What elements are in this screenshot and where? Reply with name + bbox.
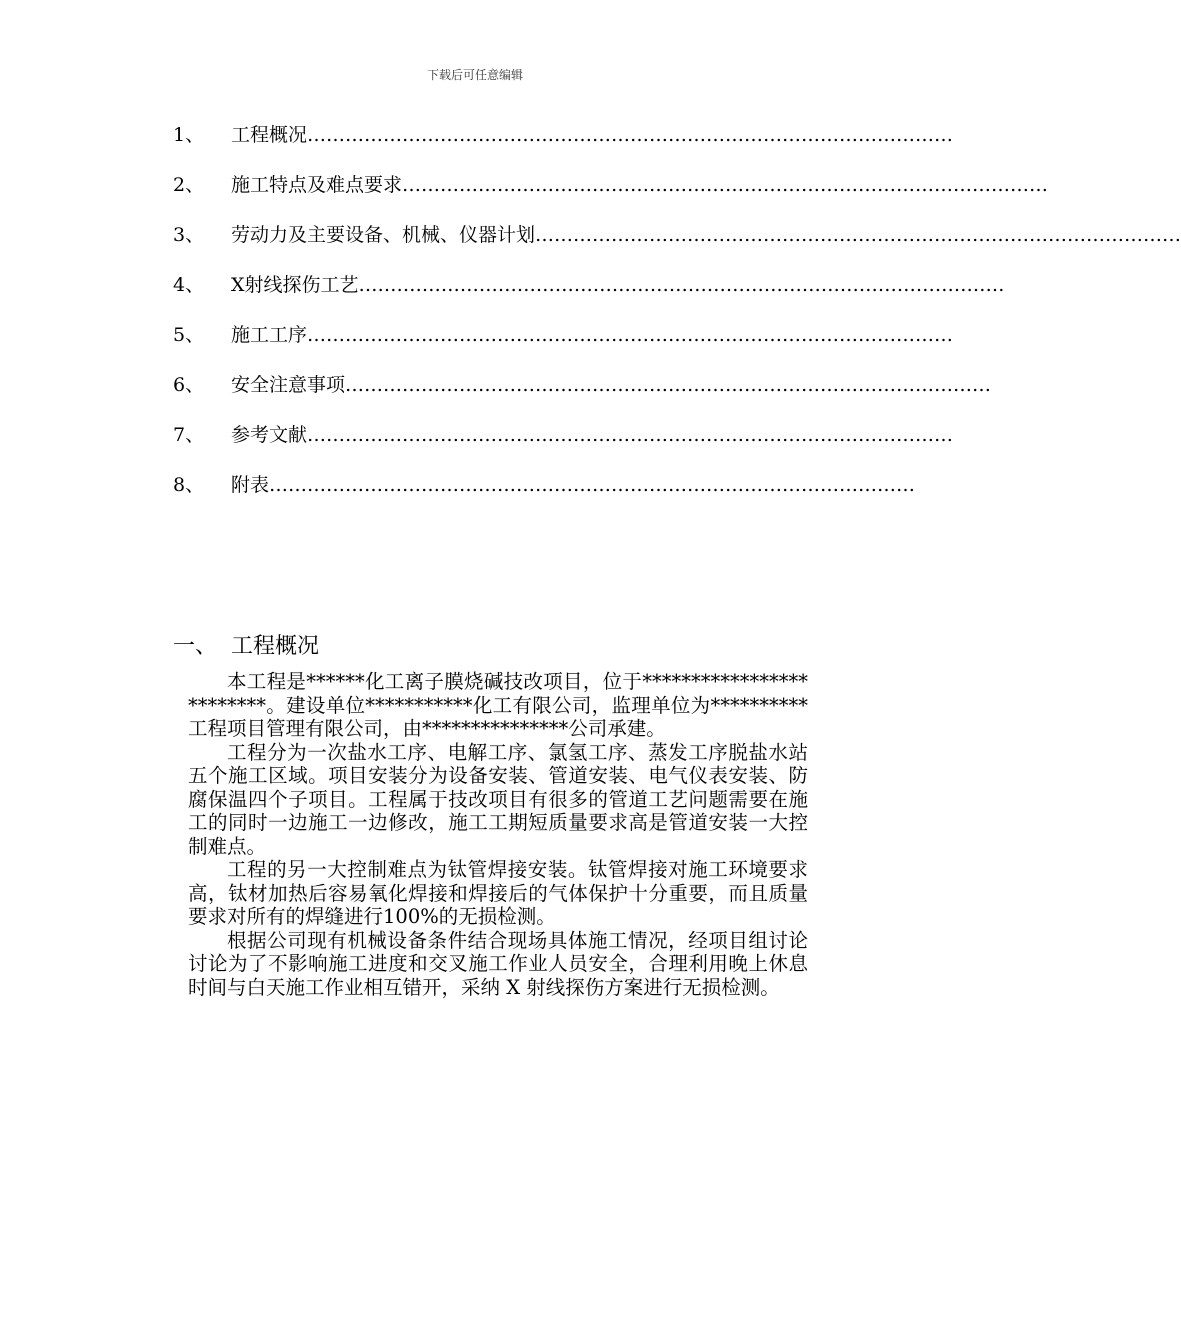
- toc-leader-dots: …………………………………………………………………………………………: [307, 424, 954, 446]
- toc-item-number: 7、: [173, 424, 205, 446]
- body-paragraph: 工程的另一大控制难点为钛管焊接安装。钛管焊接对施工环境要求高，钛材加热后容易氧化焊接和焊接后的气体保护十分重要，而且质量要求对所有的焊缝进行100%的无损检测。: [188, 858, 808, 928]
- toc-item-number: 3、: [173, 224, 205, 246]
- toc-item-number: 4、: [173, 274, 205, 296]
- body-paragraph: 根据公司现有机械设备条件结合现场具体施工情况，经项目组讨论讨论为了不影响施工进度和交叉施工作业人员安全，合理利用晚上休息时间与白天施工作业相互错开，采纳 X 射线探伤方案进行无损检测。: [188, 928, 808, 999]
- toc-item: [173, 368, 992, 418]
- toc-item-title-wrap: [231, 118, 954, 152]
- toc-item-title: 安全注意事项: [231, 374, 346, 396]
- toc-item-title: 附表: [231, 474, 270, 496]
- toc-item-title: 施工特点及难点要求: [231, 174, 403, 196]
- body-paragraph: 工程分为一次盐水工序、电解工序、氯氢工序、蒸发工序脱盐水站五个施工区域。项目安装分为设备安装、管道安装、电气仪表安装、防腐保温四个子项目。工程属于技改项目有很多的管道工艺问题需要在施工的同时一边施工一边修改，施工工期短质量要求高是管道安装一大控制难点。: [188, 740, 808, 858]
- toc-item: [173, 168, 1049, 218]
- body-paragraph: 本工程是******化工离子膜烧碱技改项目，位于*************************。建设单位***********化工有限公司，监理单位为**********工程项目管理有限公司，由***************公司承建。: [188, 670, 808, 740]
- section-number: 一、: [173, 634, 218, 659]
- toc-item: [173, 418, 954, 468]
- toc-item-title-wrap: [231, 168, 1049, 202]
- toc-leader-dots: …………………………………………………………………………………………: [307, 124, 954, 146]
- toc-item-number: 1、: [173, 124, 205, 146]
- toc-item-title-wrap: [231, 268, 1005, 302]
- section-heading: [173, 632, 319, 662]
- page-header-note: 下载后可任意编辑: [426, 68, 523, 82]
- section-body: [188, 670, 808, 999]
- toc-leader-dots: …………………………………………………………………………………………: [535, 224, 1181, 246]
- section-title: 工程概况: [231, 634, 320, 659]
- toc-item: [173, 318, 954, 368]
- toc-item-title-wrap: [231, 418, 954, 452]
- toc-leader-dots: …………………………………………………………………………………………: [345, 374, 992, 396]
- toc-item-title-wrap: [231, 468, 916, 502]
- toc-item-title-wrap: [231, 218, 1181, 252]
- toc-item-title: 劳动力及主要设备、机械、仪器计划: [231, 224, 536, 246]
- toc-item: [173, 268, 1005, 318]
- toc-leader-dots: …………………………………………………………………………………………: [269, 474, 916, 496]
- toc-item-number: 8、: [173, 474, 205, 496]
- toc-item-title: 施工工序: [231, 324, 308, 346]
- toc-item: [173, 118, 954, 168]
- toc-item-title-wrap: [231, 368, 992, 402]
- toc-item-number: 5、: [173, 324, 205, 346]
- toc-item: [173, 218, 1181, 268]
- toc-item-title: X射线探伤工艺: [231, 274, 359, 296]
- toc-item-title: 参考文献: [231, 424, 308, 446]
- toc-item-number: 6、: [173, 374, 205, 396]
- toc-item-title: 工程概况: [231, 124, 308, 146]
- toc-leader-dots: …………………………………………………………………………………………: [402, 174, 1049, 196]
- toc-item-title-wrap: [231, 318, 954, 352]
- table-of-contents: [173, 118, 1181, 518]
- toc-leader-dots: …………………………………………………………………………………………: [307, 324, 954, 346]
- toc-item: [173, 468, 916, 518]
- toc-item-number: 2、: [173, 174, 205, 196]
- toc-leader-dots: …………………………………………………………………………………………: [358, 274, 1005, 296]
